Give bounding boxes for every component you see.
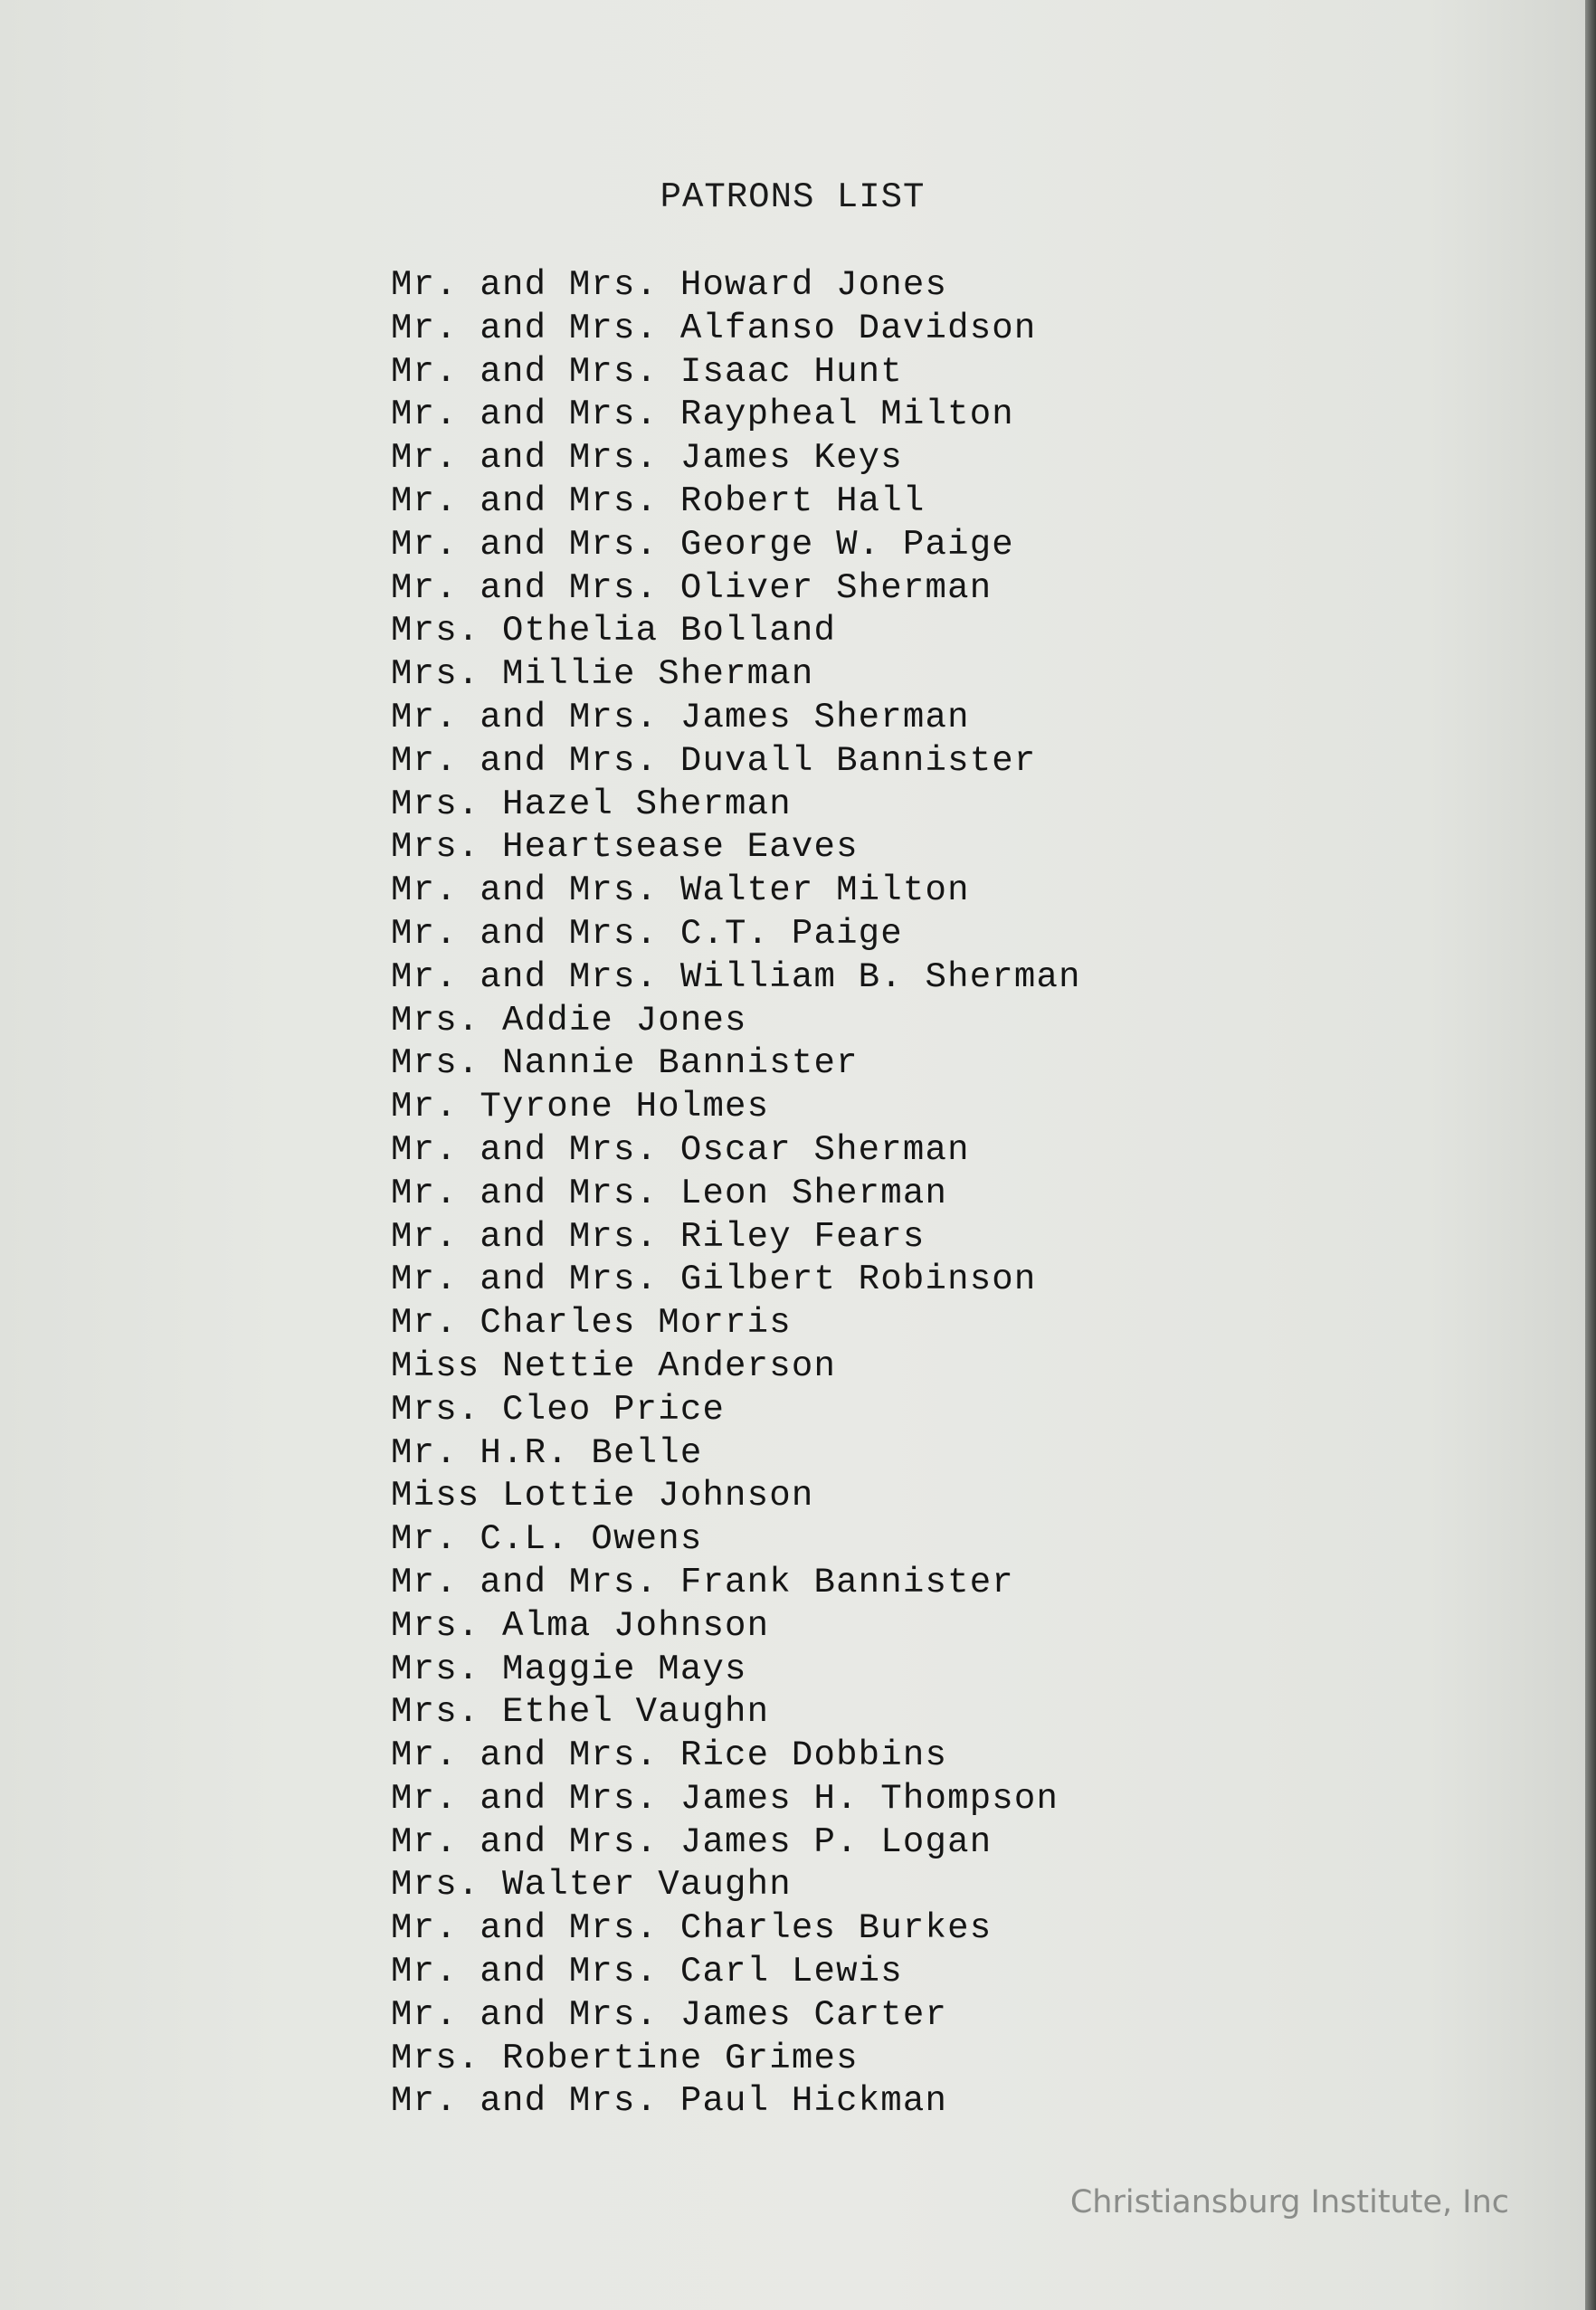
patron-entry: Mr. and Mrs. Gilbert Robinson bbox=[391, 1260, 1037, 1300]
patron-entry: Mrs. Addie Jones bbox=[391, 1000, 747, 1041]
patron-entry: Mrs. Walter Vaughn bbox=[391, 1865, 792, 1906]
patron-entry: Mr. C.L. Owens bbox=[391, 1519, 703, 1560]
patron-entry: Mr. and Mrs. Riley Fears bbox=[391, 1216, 926, 1257]
patron-entry: Mrs. Hazel Sherman bbox=[391, 784, 792, 824]
patron-entry: Mr. and Mrs. C.T. Paige bbox=[391, 913, 903, 954]
patron-entry: Mrs. Nannie Bannister bbox=[391, 1043, 859, 1084]
patron-entry: Mrs. Millie Sherman bbox=[391, 654, 814, 695]
patron-entry: Mrs. Cleo Price bbox=[391, 1389, 726, 1430]
patron-entry: Mrs. Maggie Mays bbox=[391, 1649, 747, 1689]
patron-entry: Mr. and Mrs. Alfanso Davidson bbox=[391, 308, 1037, 348]
patron-entry: Mr. and Mrs. James H. Thompson bbox=[391, 1778, 1059, 1819]
patron-entry: Mr. and Mrs. Walter Milton bbox=[391, 870, 970, 911]
patron-entry: Mr. and Mrs. Oscar Sherman bbox=[391, 1129, 970, 1170]
patron-entry: Mrs. Ethel Vaughn bbox=[391, 1692, 770, 1733]
patron-entry: Mr. and Mrs. Carl Lewis bbox=[391, 1952, 903, 1992]
patron-entry: Mr. Tyrone Holmes bbox=[391, 1087, 770, 1127]
patron-entry: Mrs. Alma Johnson bbox=[391, 1605, 770, 1646]
patron-entry: Mr. and Mrs. James Sherman bbox=[391, 697, 970, 737]
patron-entry: Mr. and Mrs. Isaac Hunt bbox=[391, 351, 903, 392]
patron-entry: Mr. Charles Morris bbox=[391, 1303, 792, 1344]
patron-entry: Mrs. Heartsease Eaves bbox=[391, 827, 859, 868]
patron-entry: Mr. and Mrs. William B. Sherman bbox=[391, 956, 1081, 997]
patron-entry: Mr. H.R. Belle bbox=[391, 1432, 703, 1473]
patron-entry: Mr. and Mrs. Robert Hall bbox=[391, 480, 926, 521]
patron-entry: Mr. and Mrs. James Carter bbox=[391, 1994, 948, 2035]
patron-entry: Miss Nettie Anderson bbox=[391, 1345, 837, 1386]
patron-entry: Mr. and Mrs. Leon Sherman bbox=[391, 1173, 948, 1213]
patron-entry: Mr. and Mrs. Oliver Sherman bbox=[391, 567, 993, 608]
patron-entry: Mr. and Mrs. Rice Dobbins bbox=[391, 1735, 948, 1776]
patron-entry: Mrs. Robertine Grimes bbox=[391, 2038, 859, 2078]
patron-entry: Mr. and Mrs. Duvall Bannister bbox=[391, 740, 1037, 781]
patron-entry: Mr. and Mrs. George W. Paige bbox=[391, 524, 1014, 565]
patron-entry: Mr. and Mrs. James Keys bbox=[391, 438, 903, 479]
patron-entry: Mrs. Othelia Bolland bbox=[391, 611, 837, 651]
patron-entry: Miss Lottie Johnson bbox=[391, 1476, 814, 1516]
patron-entry: Mr. and Mrs. Howard Jones bbox=[391, 265, 948, 305]
patrons-list bbox=[391, 264, 1081, 2124]
page-edge-shadow bbox=[1585, 0, 1596, 2310]
page-title: PATRONS LIST bbox=[660, 177, 926, 217]
watermark: Christiansburg Institute, Inc bbox=[1069, 2184, 1509, 2220]
patron-entry: Mr. and Mrs. Charles Burkes bbox=[391, 1908, 993, 1949]
patron-entry: Mr. and Mrs. Raypheal Milton bbox=[391, 395, 1014, 435]
patron-entry: Mr. and Mrs. James P. Logan bbox=[391, 1821, 993, 1862]
patron-entry: Mr. and Mrs. Paul Hickman bbox=[391, 2081, 948, 2122]
patron-entry: Mr. and Mrs. Frank Bannister bbox=[391, 1562, 1014, 1602]
